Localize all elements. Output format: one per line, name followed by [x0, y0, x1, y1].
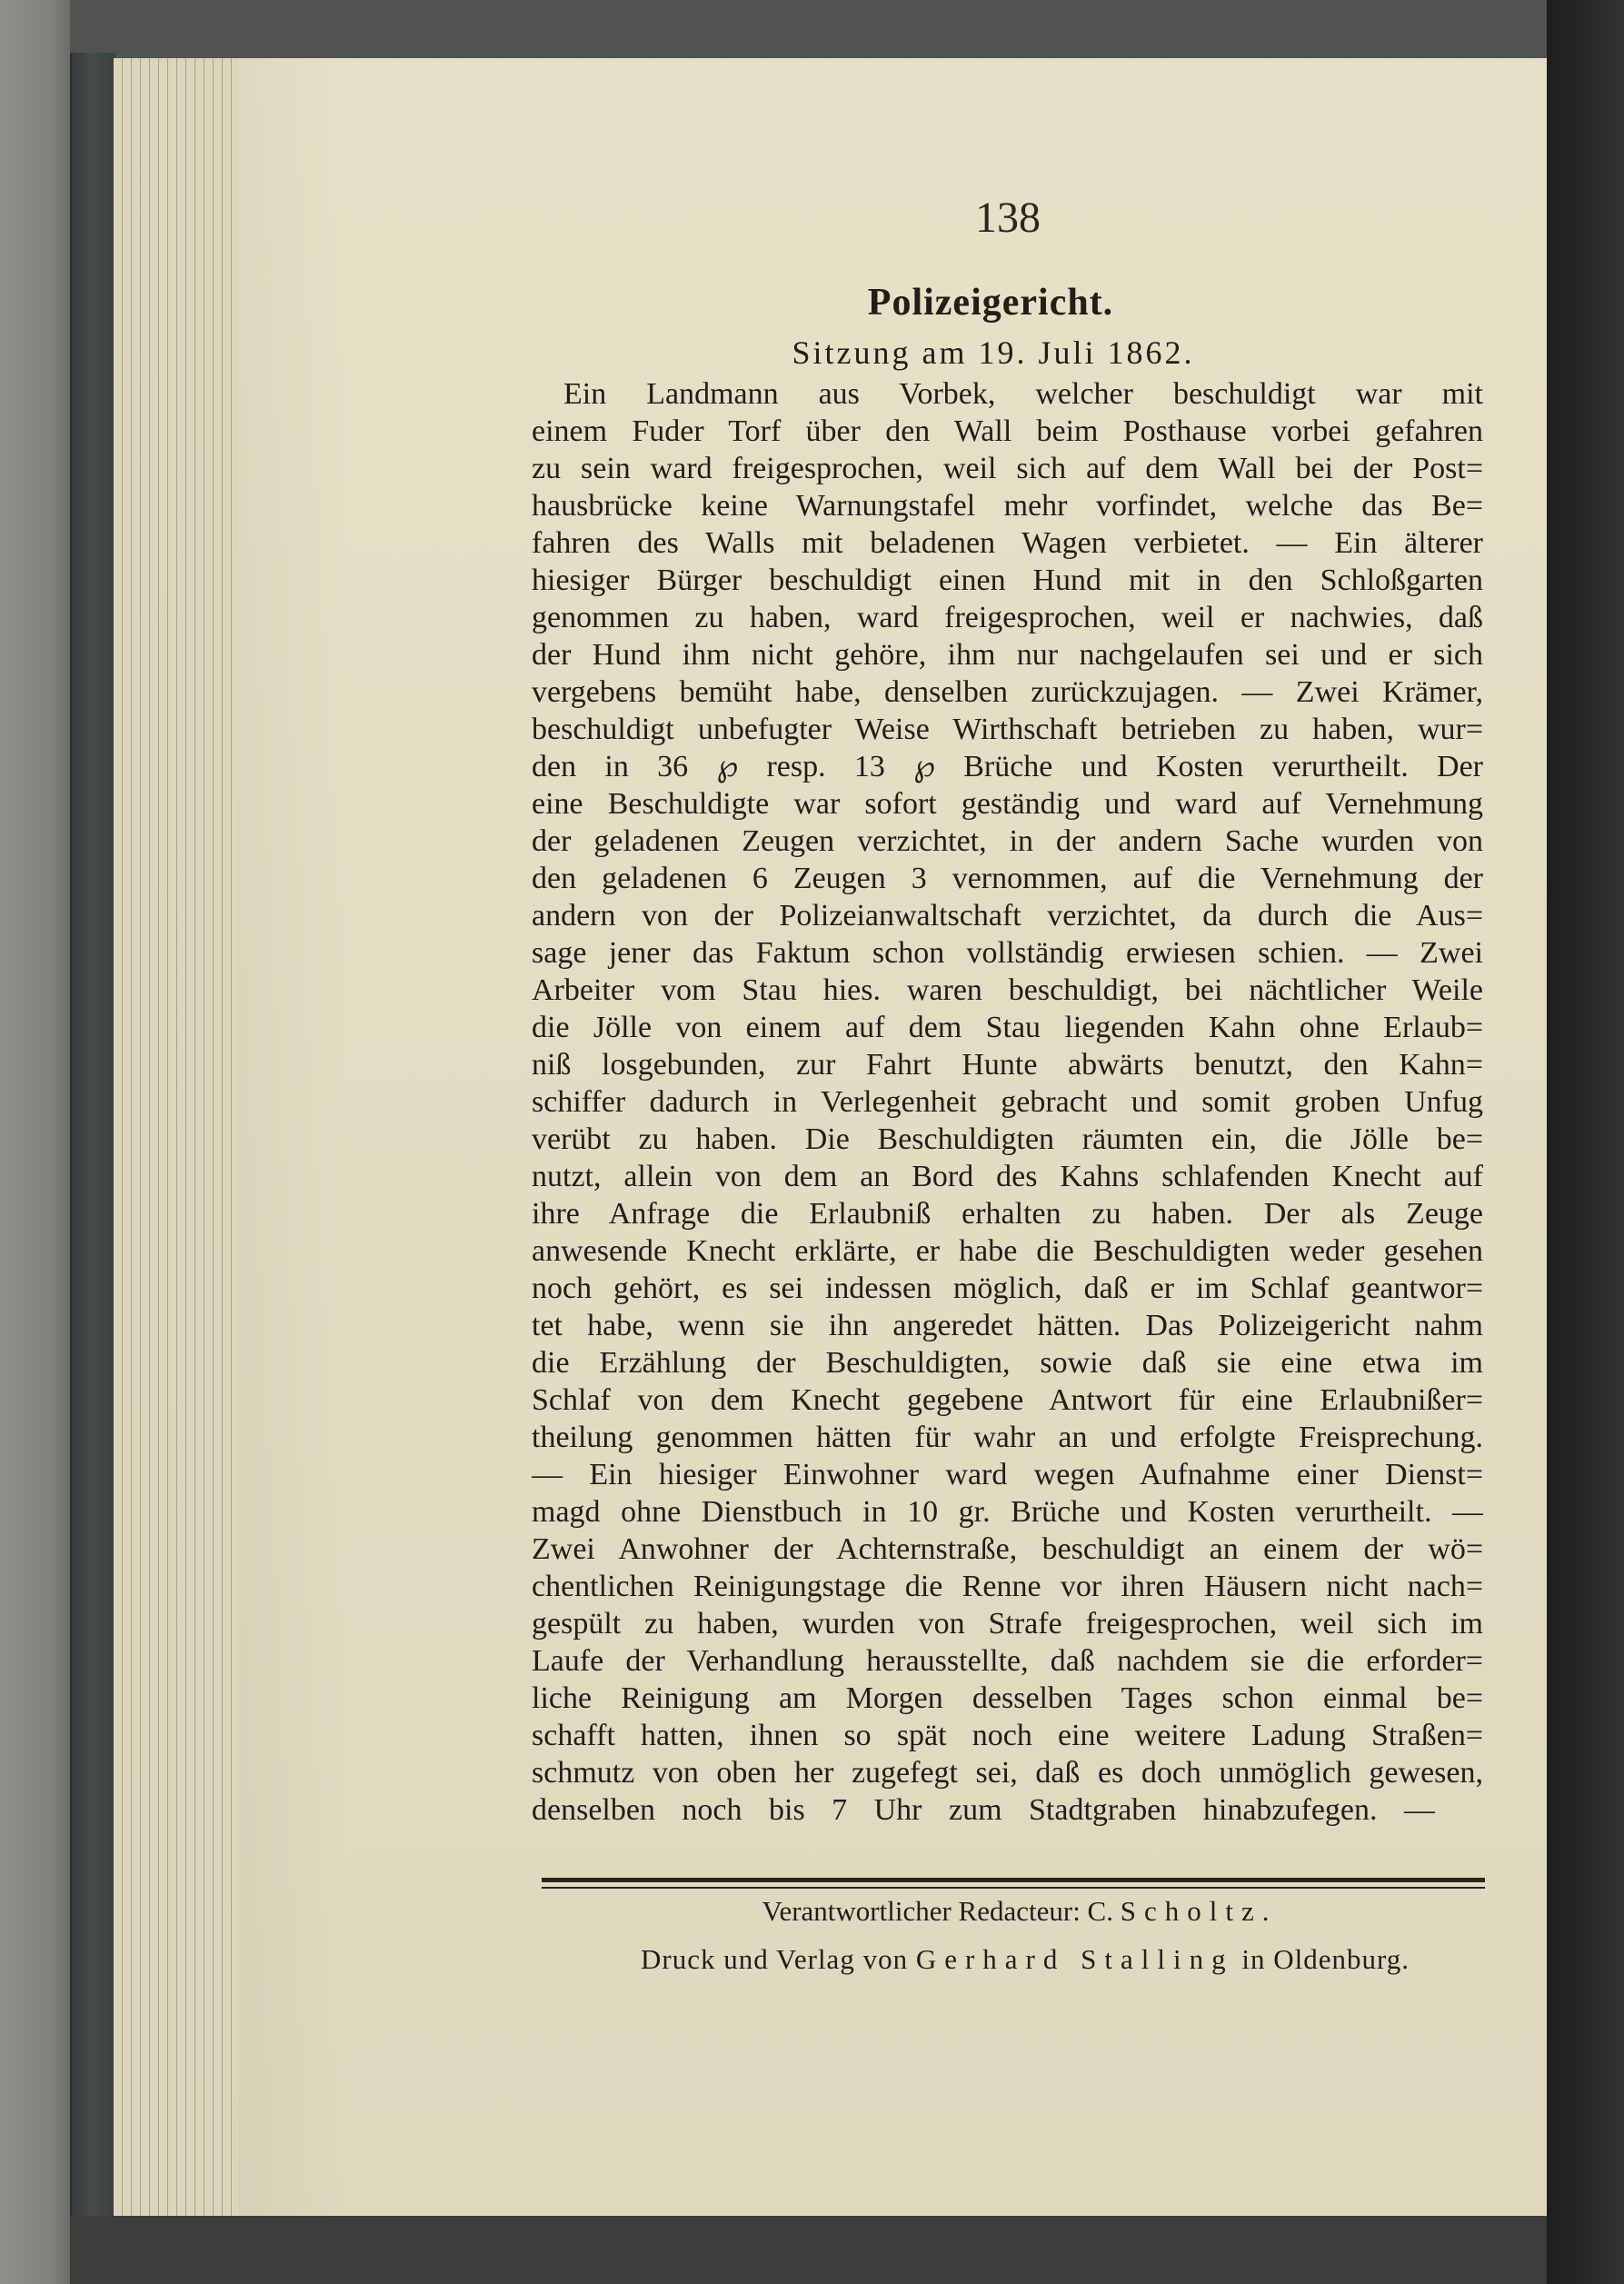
body-line: genommen zu haben, ward freigesprochen, weil er nachwies, daß: [532, 601, 1483, 634]
body-line: eine Beschuldigte war sofort geständig und ward auf Vernehmung: [532, 787, 1483, 821]
body-line: theilung genommen hätten für wahr an und erfolgte Freisprechung.: [532, 1421, 1483, 1454]
body-line: zu sein ward freigesprochen, weil sich auf dem Wall bei der Post=: [532, 452, 1483, 485]
body-line: Zwei Anwohner der Achternstraße, beschuldigt an einem der wö=: [532, 1532, 1483, 1566]
session-date: Sitzung am 19. Juli 1862.: [792, 334, 1195, 371]
printer-name: Gerhard Stalling: [915, 1943, 1234, 1975]
book-page: [114, 58, 1547, 2216]
footer-rule-thick: [542, 1878, 1485, 1882]
body-line: gespült zu haben, wurden von Strafe freigesprochen, weil sich im: [532, 1607, 1483, 1641]
body-line: Schlaf von dem Knecht gegebene Antwort für eine Erlaubnißer=: [532, 1383, 1483, 1417]
body-line: niß losgebunden, zur Fahrt Hunte abwärts benutzt, den Kahn=: [532, 1048, 1483, 1082]
body-line: denselben noch bis 7 Uhr zum Stadtgraben hinabzufegen. —: [532, 1793, 1435, 1827]
body-line: beschuldigt unbefugter Weise Wirthschaft betrieben zu haben, wur=: [532, 713, 1483, 746]
body-line: nutzt, allein von dem an Bord des Kahns schlafenden Knecht auf: [532, 1160, 1483, 1193]
editor-label: Verantwortlicher Redacteur: C.: [762, 1895, 1113, 1927]
printer-suffix: in Oldenburg.: [1241, 1943, 1410, 1975]
body-line: ihre Anfrage die Erlaubniß erhalten zu haben. Der als Zeuge: [532, 1197, 1483, 1231]
body-line: tet habe, wenn sie ihn angeredet hätten. Das Polizeigericht nahm: [532, 1309, 1483, 1342]
body-line: schiffer dadurch in Verlegenheit gebracht und somit groben Unfug: [532, 1085, 1483, 1119]
body-line: noch gehört, es sei indessen möglich, daß er im Schlaf geantwor=: [532, 1272, 1483, 1305]
body-line: die Erzählung der Beschuldigten, sowie daß sie eine etwa im: [532, 1346, 1483, 1380]
body-line: der Hund ihm nicht gehöre, ihm nur nachgelaufen sei und er sich: [532, 638, 1483, 672]
body-line: den in 36 ℘ resp. 13 ℘ Brüche und Kosten verurtheilt. Der: [532, 750, 1483, 783]
scan-dark-bottom-margin: [70, 2216, 1547, 2284]
printer-prefix: Druck und Verlag von: [641, 1943, 909, 1975]
body-line: vergebens bemüht habe, denselben zurückzujagen. — Zwei Krämer,: [532, 675, 1483, 709]
body-line: andern von der Polizeianwaltschaft verzichtet, da durch die Aus=: [532, 899, 1483, 933]
body-line: Ein Landmann aus Vorbek, welcher beschuldigt war mit: [563, 377, 1483, 411]
body-line: hausbrücke keine Warnungstafel mehr vorfindet, welche das Be=: [532, 489, 1483, 523]
body-line: chentlichen Reinigungstage die Renne vor ihren Häusern nicht nach=: [532, 1570, 1483, 1603]
body-line: liche Reinigung am Morgen desselben Tages schon einmal be=: [532, 1681, 1483, 1715]
footer-rule-thin: [542, 1887, 1485, 1889]
body-line: Arbeiter vom Stau hies. waren beschuldigt, bei nächtlicher Weile: [532, 973, 1483, 1007]
body-line: fahren des Walls mit beladenen Wagen verbietet. — Ein älterer: [532, 526, 1483, 560]
body-line: einem Fuder Torf über den Wall beim Posthause vorbei gefahren: [532, 414, 1483, 448]
body-line: hiesiger Bürger beschuldigt einen Hund mit in den Schloßgarten: [532, 564, 1483, 597]
body-line: die Jölle von einem auf dem Stau liegenden Kahn ohne Erlaub=: [532, 1011, 1483, 1044]
body-line: verübt zu haben. Die Beschuldigten räumten ein, die Jölle be=: [532, 1122, 1483, 1156]
article-body: [532, 375, 1483, 1829]
page-number: 138: [975, 194, 1041, 242]
body-line: schmutz von oben her zugefegt sei, daß es doch unmöglich gewesen,: [532, 1756, 1483, 1790]
body-line: der geladenen Zeugen verzichtet, in der andern Sache wurden von: [532, 824, 1483, 858]
body-line: — Ein hiesiger Einwohner ward wegen Aufnahme einer Dienst=: [532, 1458, 1483, 1491]
article-title: Polizeigericht.: [867, 282, 1114, 324]
book-cover-left-strip: [0, 0, 70, 2284]
body-line: Laufe der Verhandlung herausstellte, daß nachdem sie die erforder=: [532, 1644, 1483, 1678]
editor-name: Scholtz.: [1120, 1895, 1278, 1927]
page-edge-stack: [114, 58, 238, 2216]
editor-line: [656, 1894, 1383, 1929]
printer-line: [616, 1941, 1434, 1978]
body-line: schafft hatten, ihnen so spät noch eine weitere Ladung Straßen=: [532, 1719, 1483, 1752]
body-line: anwesende Knecht erklärte, er habe die Beschuldigten weder gesehen: [532, 1234, 1483, 1268]
body-line: magd ohne Dienstbuch in 10 gr. Brüche und Kosten verurtheilt. —: [532, 1495, 1483, 1529]
body-line: sage jener das Faktum schon vollständig erwiesen schien. — Zwei: [532, 936, 1483, 970]
scan-dark-right-margin: [1547, 0, 1624, 2284]
book-binding-edge: [70, 53, 115, 2219]
body-line: den geladenen 6 Zeugen 3 vernommen, auf die Vernehmung der: [532, 862, 1483, 895]
